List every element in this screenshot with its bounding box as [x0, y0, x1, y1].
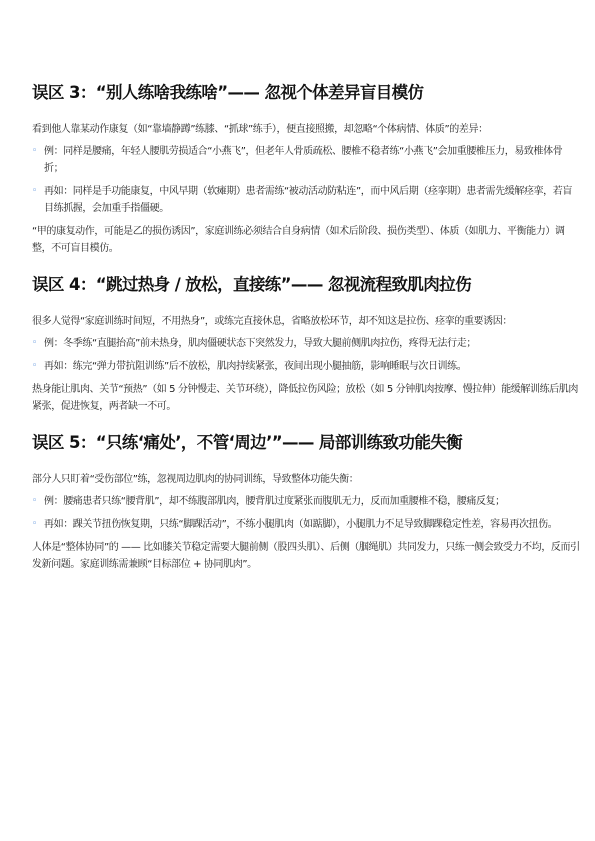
bullet-circle-icon: ◦ — [32, 146, 37, 156]
list-item — [32, 183, 580, 217]
section-heading: 误区 5：“只练‘痛处’，不管‘周边’”—— 局部训练致功能失衡 — [32, 433, 463, 452]
section-heading: 误区 4：“跳过热身 / 放松，直接练”—— 忽视流程致肌肉拉伤 — [32, 275, 471, 294]
list-item — [32, 143, 580, 177]
section-intro: 看到他人靠某动作康复（如“靠墙静蹲”练膝、“抓球”练手），便直接照搬，却忽略“个体病情、体质”的差异： — [32, 124, 488, 135]
list-item — [32, 516, 580, 533]
bullet-list — [32, 143, 580, 217]
section-mistake-4 — [32, 274, 580, 415]
section-intro: 部分人只盯着“受伤部位”练，忽视周边肌肉的协同训练，导致整体功能失衡： — [32, 474, 359, 485]
bullet-circle-icon: ◦ — [32, 361, 37, 371]
section-intro: 很多人觉得“家庭训练时间短，不用热身”，或练完直接休息，省略放松环节，却不知这是拉伤、痉挛的重要诱因： — [32, 316, 512, 327]
list-item-text: 再如：同样是手功能康复，中风早期（软瘫期）患者需练“被动活动防粘连”，而中风后期（痉挛期）患者需先缓解痉挛，若盲目练抓握，会加重手指僵硬。 — [44, 186, 572, 214]
bullet-list — [32, 335, 580, 375]
document-page — [32, 82, 580, 590]
section-mistake-5 — [32, 432, 580, 573]
list-item-text: 再如：练完“弹力带抗阻训练”后不放松，肌肉持续紧张，夜间出现小腿抽筋，影响睡眠与次日训练。 — [44, 361, 467, 372]
section-heading: 误区 3：“别人练啥我练啥”—— 忽视个体差异盲目模仿 — [32, 83, 424, 102]
list-item-text: 再如：踝关节扭伤恢复期，只练“脚踝活动”，不练小腿肌肉（如踮脚），小腿肌力不足导致脚踝稳定性差，容易再次扭伤。 — [44, 519, 558, 530]
list-item — [32, 493, 580, 510]
section-summary: “甲的康复动作，可能是乙的损伤诱因”，家庭训练必须结合自身病情（如术后阶段、损伤类型）、体质（如肌力、平衡能力）调整，不可盲目模仿。 — [32, 226, 565, 254]
list-item-text: 例：冬季练“直腿抬高”前未热身，肌肉僵硬状态下突然发力，导致大腿前侧肌肉拉伤，疼得无法行走； — [44, 338, 476, 349]
bullet-circle-icon: ◦ — [32, 338, 37, 348]
list-item — [32, 335, 580, 352]
bullet-circle-icon: ◦ — [32, 186, 37, 196]
section-summary: 人体是“整体协同”的 —— 比如膝关节稳定需要大腿前侧（股四头肌）、后侧（腘绳肌）共同发力，只练一侧会致受力不均，反而引发新问题。家庭训练需兼顾“目标部位 + 协同肌肉”。 — [32, 542, 580, 570]
list-item-text: 例：同样是腰痛，年轻人腰肌劳损适合“小燕飞”，但老年人骨质疏松、腰椎不稳者练“小燕飞”会加重腰椎压力，易致椎体骨折； — [44, 146, 563, 174]
bullet-list — [32, 493, 580, 533]
list-item — [32, 358, 580, 375]
bullet-circle-icon: ◦ — [32, 519, 37, 529]
list-item-text: 例：腰痛患者只练“腰背肌”，却不练腹部肌肉，腰背肌过度紧张而腹肌无力，反而加重腰椎不稳，腰痛反复； — [44, 496, 505, 507]
section-mistake-3 — [32, 82, 580, 257]
section-summary: 热身能让肌肉、关节“预热”（如 5 分钟慢走、关节环绕），降低拉伤风险；放松（如 5 分钟肌肉按摩、慢拉伸）能缓解训练后肌肉紧张，促进恢复，两者缺一不可。 — [32, 384, 579, 412]
bullet-circle-icon: ◦ — [32, 496, 37, 506]
